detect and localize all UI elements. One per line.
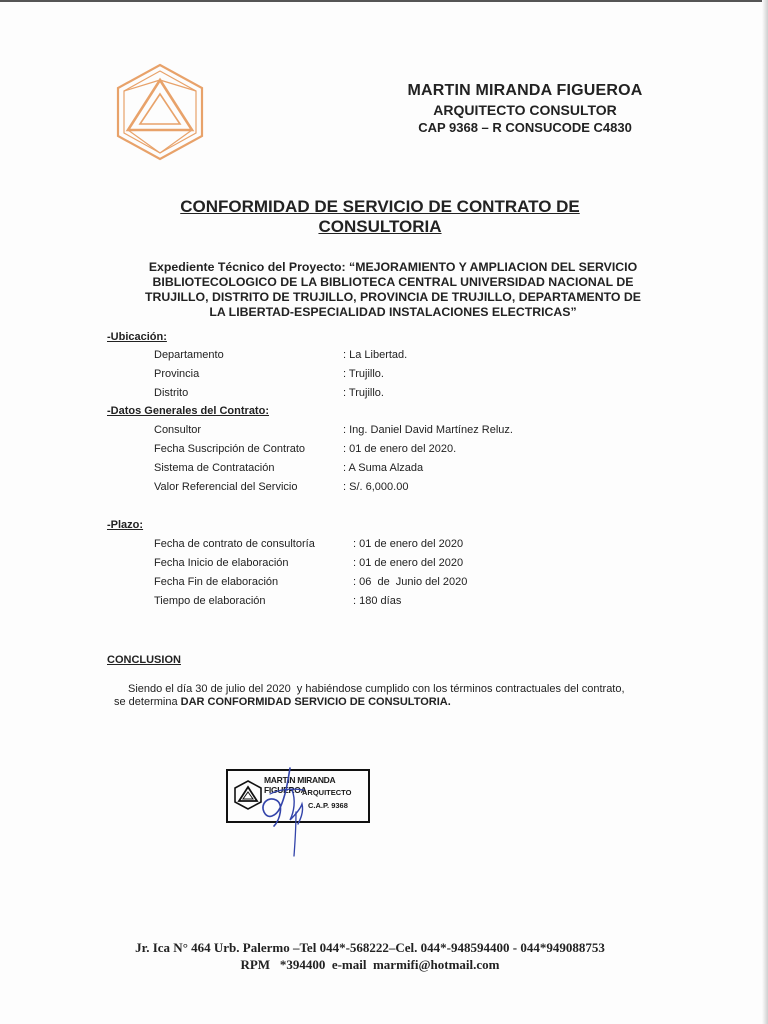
field-label: Fecha de contrato de consultoría — [154, 538, 315, 550]
stamp-name: MARTIN MIRANDA FIGUEROA — [264, 775, 336, 795]
architect-name: MARTIN MIRANDA FIGUEROA — [407, 82, 643, 99]
field-label: Valor Referencial del Servicio — [154, 481, 298, 493]
section-ubicacion-heading: -Ubicación: — [107, 331, 167, 343]
section-plazo-heading: -Plazo: — [107, 519, 144, 531]
field-value: : Trujillo. — [343, 387, 384, 399]
project-line-3: TRUJILLO, DISTRITO DE TRUJILLO, PROVINCIA DE TRUJILLO, DEPARTAMENTO DE — [145, 290, 641, 304]
conclusion-line-2-bold: DAR CONFORMIDAD SERVICIO DE CONSULTORIA. — [180, 696, 451, 708]
field-label: Consultor — [154, 424, 202, 436]
page-top-border — [0, 0, 768, 2]
conclusion-line-1: Siendo el día 30 de julio del 2020 y habiéndose cumplido con los términos contractuales del contrato, — [128, 683, 625, 695]
conclusion-line-2 — [114, 696, 688, 709]
architect-registration: CAP 9368 – R CONSUCODE C4830 — [418, 120, 632, 135]
field-label: Fecha Inicio de elaboración — [154, 557, 289, 569]
field-label: Distrito — [154, 387, 189, 399]
page-right-shadow — [762, 0, 768, 1024]
project-description — [118, 260, 668, 320]
field-label: Fecha Suscripción de Contrato — [154, 443, 306, 455]
footer-contact — [60, 939, 680, 973]
field-value: : 01 de enero del 2020. — [343, 443, 457, 455]
title-line-1: CONFORMIDAD DE SERVICIO DE CONTRATO DE — [180, 197, 580, 216]
field-value: : S/. 6,000.00 — [343, 481, 409, 493]
field-value: : A Suma Alzada — [343, 462, 424, 474]
field-label: Provincia — [154, 368, 200, 380]
conclusion-text — [114, 683, 688, 709]
field-value: : Trujillo. — [343, 368, 384, 380]
field-label: Fecha Fin de elaboración — [154, 576, 279, 588]
project-line-2: BIBLIOTECOLOGICO DE LA BIBLIOTECA CENTRAL UNIVERSIDAD NACIONAL DE — [152, 275, 634, 289]
field-value: : 01 de enero del 2020 — [353, 557, 464, 569]
conclusion-line-2-text: se determina — [114, 696, 181, 708]
handwritten-signature — [250, 760, 320, 860]
field-value: : 06 de Junio del 2020 — [353, 576, 468, 588]
field-label: Sistema de Contratación — [154, 462, 275, 474]
field-label: Departamento — [154, 349, 224, 361]
architect-logo-icon — [112, 62, 208, 162]
field-value: : 01 de enero del 2020 — [353, 538, 464, 550]
field-value: : 180 días — [353, 595, 402, 607]
conclusion-heading: CONCLUSION — [107, 654, 181, 666]
project-line-1: Expediente Técnico del Proyecto: “MEJORAMIENTO Y AMPLIACION DEL SERVICIO — [148, 260, 638, 274]
stamp-title: ARQUITECTO — [302, 788, 352, 797]
stamp-cap: C.A.P. 9368 — [308, 801, 348, 810]
section-datos-heading: -Datos Generales del Contrato: — [107, 405, 269, 417]
letterhead — [380, 82, 670, 135]
field-label: Tiempo de elaboración — [154, 595, 266, 607]
field-value: : La Libertad. — [343, 349, 408, 361]
project-line-4: LA LIBERTAD-ESPECIALIDAD INSTALACIONES ELECTRICAS” — [209, 305, 577, 319]
footer-email: RPM *394400 e-mail marmifi@hotmail.com — [240, 957, 500, 972]
field-value: : Ing. Daniel David Martínez Reluz. — [343, 424, 513, 436]
footer-address: Jr. Ica N° 464 Urb. Palermo –Tel 044*-568222–Cel. 044*-948594400 - 044*949088753 — [135, 940, 605, 955]
document-title — [130, 197, 630, 237]
architect-role: ARQUITECTO CONSULTOR — [433, 102, 617, 118]
title-line-2: CONSULTORIA — [318, 217, 442, 236]
